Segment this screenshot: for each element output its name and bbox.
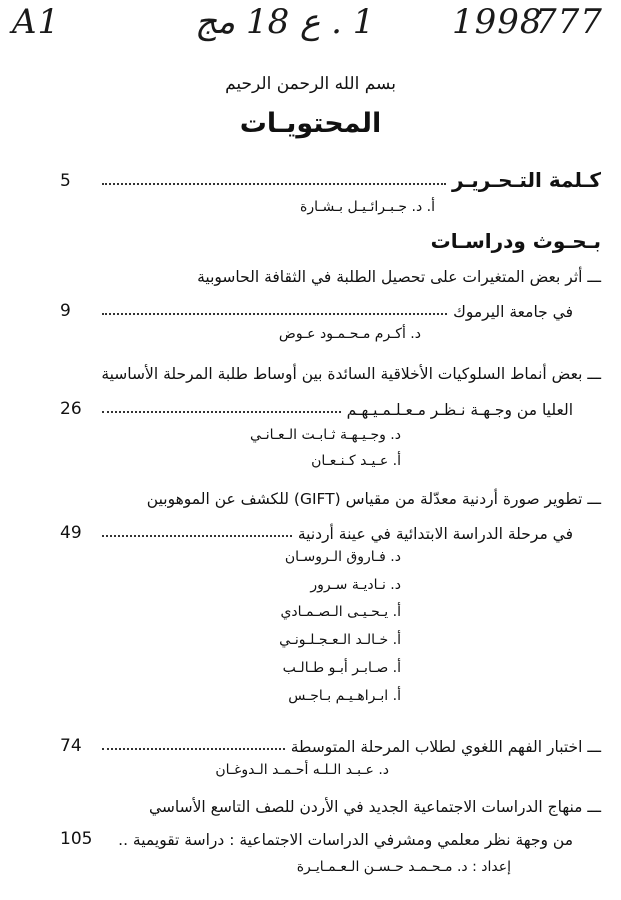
toc-entry-editorial[interactable] xyxy=(60,160,601,190)
page-number: 26 xyxy=(60,399,82,419)
article-2-author-1: د. وجـيـهـة ثـابـت الـعـانـي xyxy=(250,427,401,443)
page-number: 5 xyxy=(60,171,71,191)
handwritten-year: 1998 xyxy=(452,2,543,42)
article-3-title-line2: في مرحلة الدراسة الابتدائية في عينة أردنية xyxy=(297,524,573,543)
dot-leader xyxy=(102,535,292,537)
article-1-title-line1[interactable]: ـــ أثر بعض المتغيرات على تحصيل الطلبة في الثقافة الحاسوبية xyxy=(197,268,601,286)
toc-entry-article-5[interactable] xyxy=(60,818,601,848)
article-2-title-line1[interactable]: ـــ بعض أنماط السلوكيات الأخلاقية السائدة بين أوساط طلبة المرحلة الأساسية xyxy=(101,365,601,383)
editorial-heading: كـلمة التـحـريـر xyxy=(452,168,601,192)
article-3-author-6: أ. ابـراهـيـم بـاجـس xyxy=(288,688,401,704)
editorial-author: أ. د. جـبـرائـيـل بـشـارة xyxy=(300,199,435,215)
page-number: 74 xyxy=(60,736,82,756)
article-4-author-1: د. عـبـد الـلـه أحـمـد الـدوغـان xyxy=(215,762,389,778)
article-5-author-1: إعداد : د. مـحـمـد حـسـن الـعـمـايـرة xyxy=(296,859,511,875)
article-3-author-3: أ. يـحـيـى الـصـمـادي xyxy=(280,604,401,620)
article-3-title-line1[interactable]: ـــ تطوير صورة أردنية معدّلة من مقياس (GIFT) للكشف عن الموهوبين xyxy=(146,490,601,508)
dot-leader xyxy=(102,313,447,315)
article-3-author-2: د. نـاديـة سـرور xyxy=(310,577,401,593)
basmala: بسم الله الرحمن الرحيم xyxy=(225,74,396,94)
article-5-title-line1[interactable]: ـــ منهاج الدراسات الاجتماعية الجديد في الأردن للصف التاسع الأساسي xyxy=(148,798,601,816)
dot-leader xyxy=(102,183,446,185)
article-5-title-line2: من وجهة نظر معلمي ومشرفي الدراسات الاجتماعية : دراسة تقويمية .. xyxy=(118,830,573,849)
article-3-author-1: د. فـاروق الـروسـان xyxy=(284,549,401,565)
toc-entry-article-1[interactable] xyxy=(60,290,601,320)
article-2-author-2: أ. عـيـد كـنـعـان xyxy=(311,453,401,469)
toc-entry-article-2[interactable] xyxy=(60,388,601,418)
dot-leader xyxy=(102,411,341,413)
article-3-author-4: أ. خـالـد الـعـجـلـونـي xyxy=(279,632,401,648)
article-3-author-5: أ. صـابـر أبـو طـالـب xyxy=(282,660,401,676)
page-number: 105 xyxy=(60,829,93,849)
toc-entry-article-4[interactable] xyxy=(60,725,601,755)
handwritten-issue-ref: 1 . ع 18 مج xyxy=(195,2,375,42)
page-number: 9 xyxy=(60,301,71,321)
handwritten-a1: A1 xyxy=(12,2,61,42)
article-4-title: ـــ اختبار الفهم اللغوي لطلاب المرحلة المتوسطة xyxy=(290,737,601,756)
toc-entry-article-3[interactable] xyxy=(60,512,601,542)
article-1-title-line2: في جامعة اليرموك xyxy=(453,302,573,321)
page-number: 49 xyxy=(60,523,82,543)
handwritten-number: 777 xyxy=(535,2,603,42)
article-1-author-1: د. أكـرم مـحـمـود عـوض xyxy=(278,326,421,342)
section-heading: بـحـوث ودراسـات xyxy=(430,229,601,253)
article-2-title-line2: العليا من وجـهـة نـظـر مـعـلـمـيـهـم xyxy=(346,400,573,419)
dot-leader xyxy=(102,748,285,750)
page-title: المحتويـات xyxy=(239,108,382,139)
